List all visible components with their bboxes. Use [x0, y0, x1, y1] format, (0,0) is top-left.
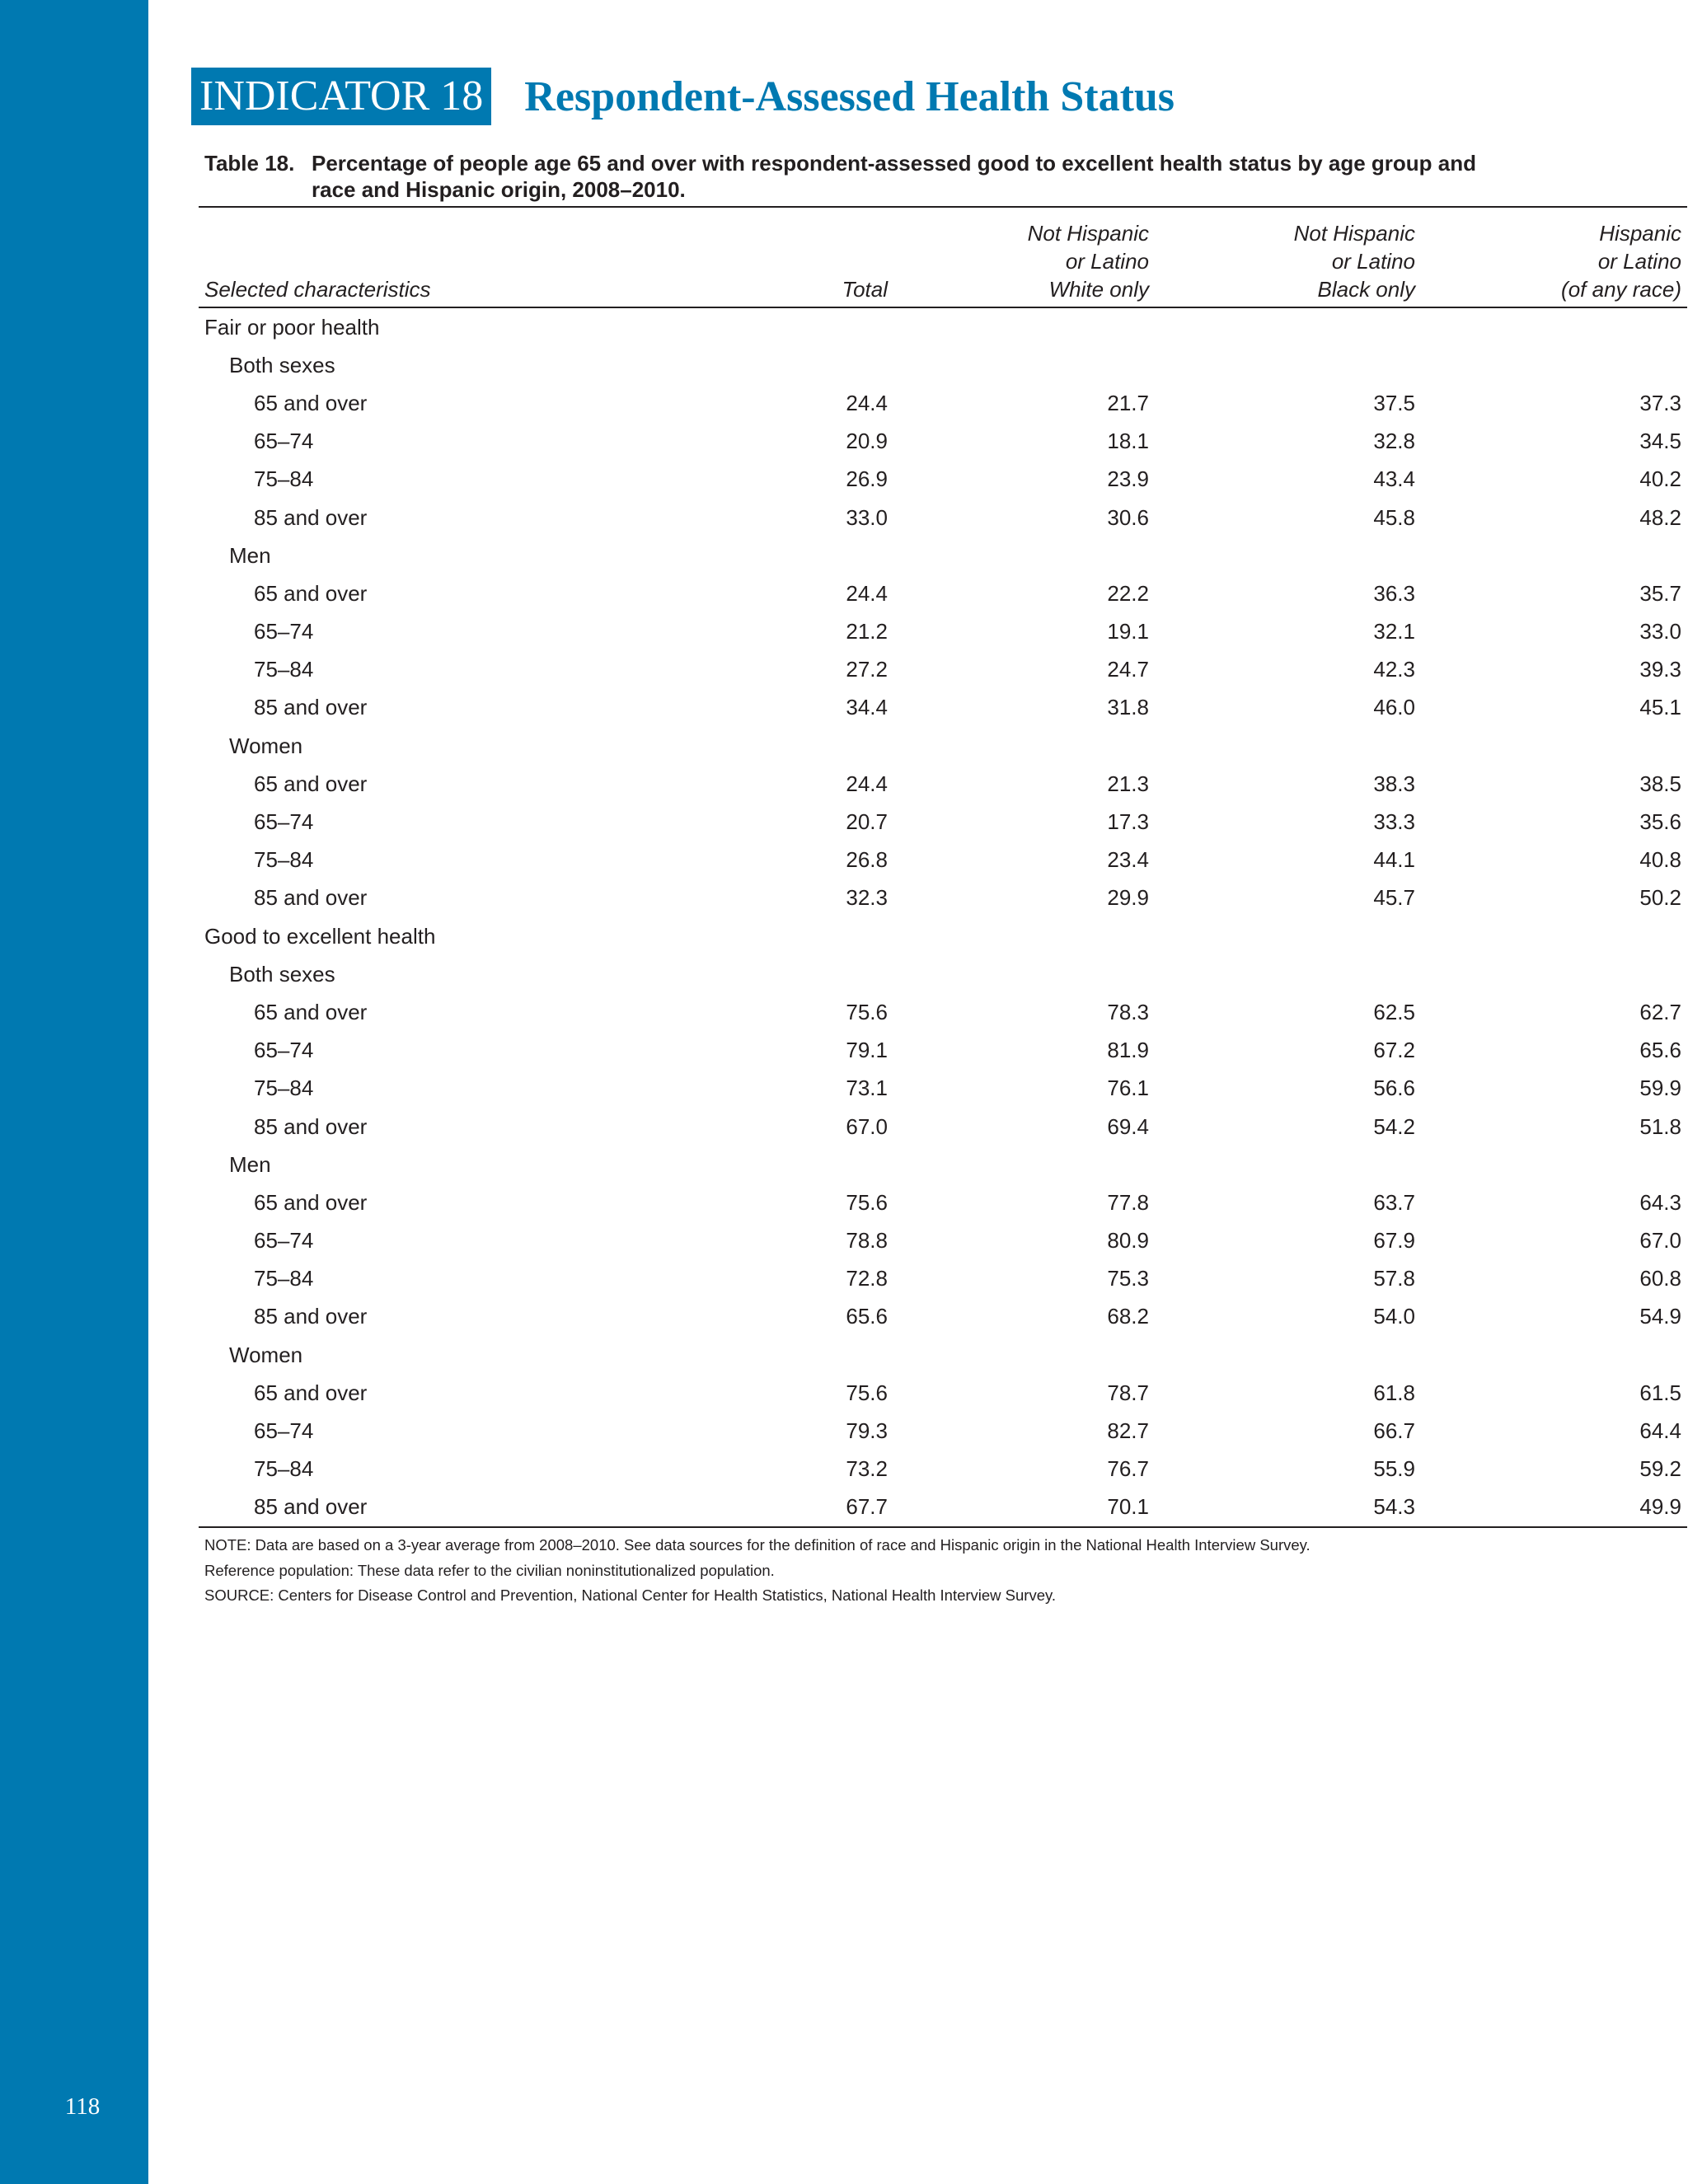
table-cell: 27.2 [846, 657, 888, 682]
table-cell: 54.0 [1373, 1304, 1415, 1329]
table-cell: 20.9 [846, 429, 888, 454]
table-cell: 55.9 [1373, 1456, 1415, 1482]
row-label: 65–74 [254, 809, 314, 835]
table-cell [888, 955, 1155, 993]
table-cell: 75.3 [1107, 1266, 1149, 1291]
column-header-line: Black only [1317, 277, 1415, 302]
table-cell: 26.8 [846, 847, 888, 873]
table-cell: 75.6 [846, 999, 888, 1024]
column-header-line: Total [842, 277, 888, 302]
table-cell [1155, 346, 1421, 384]
table-cell [1421, 917, 1687, 955]
table-cell: 60.8 [1639, 1266, 1681, 1291]
table-cell [1155, 537, 1421, 574]
table-cell [545, 727, 888, 765]
note-text: NOTE: Data are based on a 3-year average from 2008–2010. See data sources for the definition of race and Hispanic origin in the National Health Interview Survey. [204, 1536, 1311, 1554]
table-cell: 40.8 [1639, 847, 1681, 873]
row-label: Men [229, 1151, 271, 1177]
table-cell: 44.1 [1373, 847, 1415, 873]
table-cell: 32.1 [1373, 619, 1415, 644]
indicator-badge: INDICATOR 18 [191, 68, 491, 125]
table-cell: 32.8 [1373, 429, 1415, 454]
table-row [199, 1412, 1687, 1450]
table-caption-text: Percentage of people age 65 and over with respondent-assessed good to excellent health status by age group and race and Hispanic origin, 2008–2010. [312, 151, 1477, 202]
table-cell: 76.7 [1107, 1456, 1149, 1482]
table-row [199, 765, 1687, 803]
table-cell [1421, 1336, 1687, 1374]
table-cell: 79.3 [846, 1418, 888, 1444]
row-label: Fair or poor health [204, 314, 380, 340]
table-cell: 51.8 [1639, 1113, 1681, 1139]
column-header-line: (of any race) [1561, 277, 1681, 302]
table-cell [1421, 727, 1687, 765]
table-cell [1155, 955, 1421, 993]
table-cell: 67.2 [1373, 1038, 1415, 1063]
row-label: 85 and over [254, 1304, 368, 1329]
table-cell [888, 727, 1155, 765]
column-header-line: or Latino [1331, 249, 1415, 274]
table-header-row [199, 207, 1687, 307]
table-cell: 26.9 [846, 466, 888, 492]
table-cell: 24.7 [1107, 657, 1149, 682]
table-row [199, 574, 1687, 612]
sidebar-band [0, 0, 148, 2184]
table-cell: 24.4 [846, 771, 888, 796]
table-group-row [199, 537, 1687, 574]
table-row [199, 651, 1687, 689]
table-cell: 17.3 [1107, 809, 1149, 835]
table-cell: 39.3 [1639, 657, 1681, 682]
row-label: 65 and over [254, 390, 368, 415]
table-row [199, 993, 1687, 1031]
table-cell [545, 917, 888, 955]
table-cell: 49.9 [1639, 1494, 1681, 1520]
row-label: 65 and over [254, 999, 368, 1024]
row-label: Women [229, 1342, 303, 1367]
table-cell: 79.1 [846, 1038, 888, 1063]
table-group-row [199, 917, 1687, 955]
table-cell: 78.7 [1107, 1380, 1149, 1405]
row-label: 75–84 [254, 466, 314, 492]
table-cell: 80.9 [1107, 1228, 1149, 1254]
column-header-line: or Latino [1065, 249, 1149, 274]
table-row [199, 1108, 1687, 1146]
column-header-black [1155, 207, 1421, 307]
table-cell: 54.2 [1373, 1113, 1415, 1139]
table-cell [1421, 307, 1687, 346]
table-cell: 75.6 [846, 1380, 888, 1405]
table-row [199, 1070, 1687, 1108]
table-cell: 30.6 [1107, 504, 1149, 530]
table-cell: 18.1 [1107, 429, 1149, 454]
row-label: 65–74 [254, 619, 314, 644]
table-cell: 78.8 [846, 1228, 888, 1254]
table-cell: 67.0 [1639, 1228, 1681, 1254]
table-cell: 48.2 [1639, 504, 1681, 530]
row-label: 75–84 [254, 847, 314, 873]
table-cell: 65.6 [846, 1304, 888, 1329]
table-group-row [199, 1146, 1687, 1183]
table-cell: 62.5 [1373, 999, 1415, 1024]
table-row [199, 1260, 1687, 1298]
table-cell: 46.0 [1373, 695, 1415, 720]
page-number: 118 [64, 2093, 101, 2120]
table-cell: 33.0 [846, 504, 888, 530]
table-cell: 45.1 [1639, 695, 1681, 720]
table-cell: 67.0 [846, 1113, 888, 1139]
table-cell: 43.4 [1373, 466, 1415, 492]
table-group-row [199, 307, 1687, 346]
table-cell: 67.7 [846, 1494, 888, 1520]
table-cell: 81.9 [1107, 1038, 1149, 1063]
row-label: 75–84 [254, 1456, 314, 1482]
table-cell: 65.6 [1639, 1038, 1681, 1063]
table-cell: 34.4 [846, 695, 888, 720]
source-text: SOURCE: Centers for Disease Control and Prevention, National Center for Health Statistics, National Health Interview Survey. [204, 1586, 1057, 1604]
row-label: 75–84 [254, 1076, 314, 1101]
table-cell: 59.9 [1639, 1076, 1681, 1101]
column-header-line: Selected characteristics [204, 277, 431, 302]
health-status-table [199, 206, 1681, 1528]
table-cell: 24.4 [846, 580, 888, 606]
table-cell: 19.1 [1107, 619, 1149, 644]
table-cell [545, 537, 888, 574]
table-row [199, 461, 1687, 499]
table-cell: 59.2 [1639, 1456, 1681, 1482]
row-label: 65–74 [254, 1228, 314, 1254]
row-label: 85 and over [254, 504, 368, 530]
table-cell: 73.1 [846, 1076, 888, 1101]
table-cell [545, 1336, 888, 1374]
table-cell: 33.0 [1639, 619, 1681, 644]
table-cell: 37.3 [1639, 390, 1681, 415]
table-cell [888, 537, 1155, 574]
table-cell: 61.8 [1373, 1380, 1415, 1405]
row-label: 75–84 [254, 657, 314, 682]
table-cell: 76.1 [1107, 1076, 1149, 1101]
row-label: Both sexes [229, 352, 335, 377]
table-cell [1155, 727, 1421, 765]
row-label: 65 and over [254, 580, 368, 606]
table-cell: 37.5 [1373, 390, 1415, 415]
table-cell [545, 346, 888, 384]
table-cell [545, 307, 888, 346]
table-row [199, 1298, 1687, 1336]
table-cell: 64.3 [1639, 1189, 1681, 1215]
table-notes [204, 1533, 1490, 1609]
table-cell: 64.4 [1639, 1418, 1681, 1444]
table-cell: 21.2 [846, 619, 888, 644]
row-label: 65–74 [254, 429, 314, 454]
column-header-hispanic [1421, 207, 1687, 307]
row-label: Both sexes [229, 961, 335, 987]
table-cell: 35.7 [1639, 580, 1681, 606]
column-header-white [888, 207, 1155, 307]
row-label: 85 and over [254, 695, 368, 720]
table-cell: 23.4 [1107, 847, 1149, 873]
table-row [199, 879, 1687, 917]
table-cell [1155, 307, 1421, 346]
table-cell: 67.9 [1373, 1228, 1415, 1254]
table-cell: 70.1 [1107, 1494, 1149, 1520]
column-header-line: White only [1048, 277, 1149, 302]
indicator-header [191, 68, 1175, 125]
table-group-row [199, 955, 1687, 993]
table-cell [888, 307, 1155, 346]
row-label: 75–84 [254, 1266, 314, 1291]
column-header-characteristics [199, 207, 545, 307]
table-cell [888, 1146, 1155, 1183]
row-label: 65 and over [254, 771, 368, 796]
row-label: 65–74 [254, 1418, 314, 1444]
table-cell: 75.6 [846, 1189, 888, 1215]
table-cell: 68.2 [1107, 1304, 1149, 1329]
table-cell: 54.3 [1373, 1494, 1415, 1520]
table-row [199, 1374, 1687, 1412]
table-caption-label: Table 18. [204, 151, 295, 176]
table-row [199, 841, 1687, 879]
table-cell: 42.3 [1373, 657, 1415, 682]
table-group-row [199, 727, 1687, 765]
table-cell [888, 1336, 1155, 1374]
table-cell: 73.2 [846, 1456, 888, 1482]
table-cell [1421, 537, 1687, 574]
table-cell: 29.9 [1107, 885, 1149, 911]
row-label: 85 and over [254, 885, 368, 911]
column-header-line: Not Hispanic [1293, 221, 1415, 246]
table-row [199, 803, 1687, 841]
table-cell: 56.6 [1373, 1076, 1415, 1101]
table-cell: 22.2 [1107, 580, 1149, 606]
table-cell: 31.8 [1107, 695, 1149, 720]
row-label: 65 and over [254, 1189, 368, 1215]
table-cell: 32.3 [846, 885, 888, 911]
table-row [199, 1451, 1687, 1488]
table-cell: 78.3 [1107, 999, 1149, 1024]
table-row [199, 499, 1687, 537]
table-body [199, 307, 1687, 1527]
table-cell: 24.4 [846, 390, 888, 415]
table-caption [204, 150, 1490, 203]
row-label: 85 and over [254, 1113, 368, 1139]
table-cell: 23.9 [1107, 466, 1149, 492]
table-cell: 45.8 [1373, 504, 1415, 530]
table-cell: 62.7 [1639, 999, 1681, 1024]
table-cell: 40.2 [1639, 466, 1681, 492]
table-cell: 38.5 [1639, 771, 1681, 796]
table-cell: 72.8 [846, 1266, 888, 1291]
table-row [199, 1222, 1687, 1260]
column-header-total [545, 207, 888, 307]
table-cell [888, 346, 1155, 384]
column-header-line: or Latino [1597, 249, 1681, 274]
table-cell: 21.3 [1107, 771, 1149, 796]
table-cell: 63.7 [1373, 1189, 1415, 1215]
table-row [199, 1488, 1687, 1527]
table-group-row [199, 346, 1687, 384]
table-cell: 20.7 [846, 809, 888, 835]
reference-population-text: Reference population: These data refer to the civilian noninstitutionalized population. [204, 1561, 775, 1579]
table-cell: 66.7 [1373, 1418, 1415, 1444]
row-label: 65 and over [254, 1380, 368, 1405]
table-cell: 36.3 [1373, 580, 1415, 606]
table-cell [1421, 955, 1687, 993]
row-label: Men [229, 542, 271, 568]
table-cell [1155, 917, 1421, 955]
table-cell: 50.2 [1639, 885, 1681, 911]
table-row [199, 423, 1687, 461]
table-cell: 45.7 [1373, 885, 1415, 911]
table-cell [1155, 1146, 1421, 1183]
table-row [199, 1032, 1687, 1070]
table-row [199, 384, 1687, 422]
table-row [199, 689, 1687, 727]
table-cell: 38.3 [1373, 771, 1415, 796]
table-row [199, 1183, 1687, 1221]
table-row [199, 613, 1687, 651]
row-label: Good to excellent health [204, 923, 436, 949]
table-cell [888, 917, 1155, 955]
row-label: 85 and over [254, 1494, 368, 1520]
table-cell: 34.5 [1639, 429, 1681, 454]
data-table [199, 206, 1687, 1528]
table-cell: 33.3 [1373, 809, 1415, 835]
column-header-line: Not Hispanic [1027, 221, 1149, 246]
table-cell [1421, 1146, 1687, 1183]
row-label: 65–74 [254, 1038, 314, 1063]
table-cell: 82.7 [1107, 1418, 1149, 1444]
table-cell [545, 1146, 888, 1183]
table-cell [545, 955, 888, 993]
table-cell: 77.8 [1107, 1189, 1149, 1215]
table-cell [1421, 346, 1687, 384]
table-cell: 69.4 [1107, 1113, 1149, 1139]
column-header-line: Hispanic [1599, 221, 1681, 246]
table-cell: 61.5 [1639, 1380, 1681, 1405]
table-cell: 21.7 [1107, 390, 1149, 415]
table-cell: 57.8 [1373, 1266, 1415, 1291]
table-cell: 35.6 [1639, 809, 1681, 835]
row-label: Women [229, 733, 303, 758]
table-group-row [199, 1336, 1687, 1374]
table-cell [1155, 1336, 1421, 1374]
page-title: Respondent-Assessed Health Status [524, 73, 1175, 120]
table-cell: 54.9 [1639, 1304, 1681, 1329]
